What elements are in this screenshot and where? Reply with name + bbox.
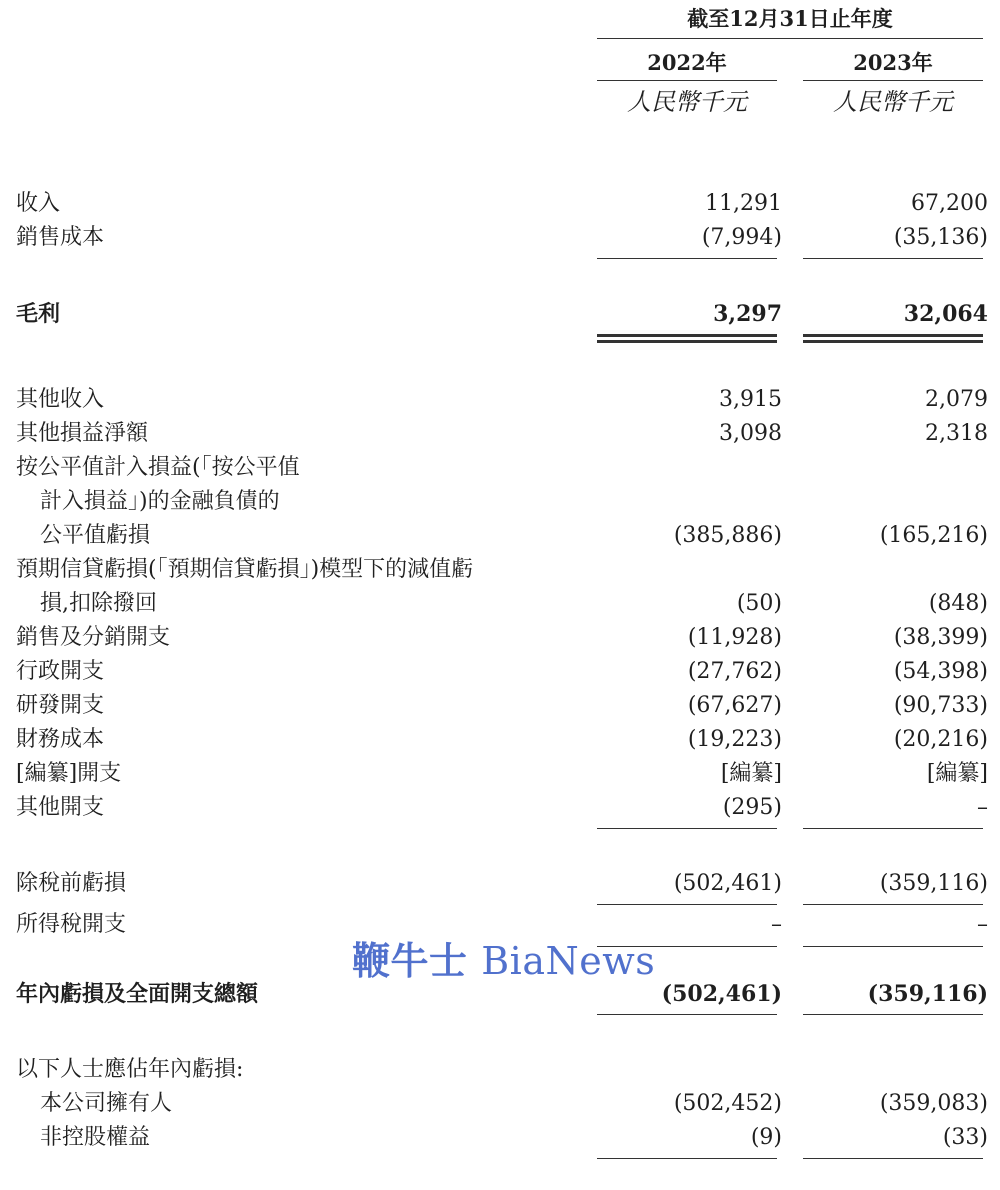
- row-label-cost-of-sales: 銷售成本: [16, 225, 105, 250]
- double-line-2023-bottom: [803, 340, 983, 343]
- row-label-ecl-line1: 預期信貸虧損(「預期信貸虧損」)模型下的減值虧: [16, 557, 474, 582]
- period-underline: [597, 38, 983, 39]
- value-2023-fv-loss: (165,216): [879, 523, 988, 548]
- row-label-fv-loss-line2: 計入損益」)的金融負債的: [40, 489, 280, 514]
- value-2022-selling: (11,928): [687, 625, 782, 650]
- row-label-gross-profit: 毛利: [16, 301, 61, 327]
- subtotal-line-2023: [803, 946, 983, 947]
- value-2022-other-expenses: (295): [722, 795, 782, 820]
- value-2022-cost-of-sales: (7,994): [701, 225, 782, 250]
- row-label-admin: 行政開支: [16, 659, 105, 684]
- row-label-finance: 財務成本: [16, 727, 105, 752]
- row-label-owners: 本公司擁有人: [40, 1091, 173, 1116]
- value-2023-loss-before-tax: (359,116): [879, 871, 988, 896]
- subtotal-line-2023: [803, 828, 983, 829]
- value-2023-admin: (54,398): [893, 659, 988, 684]
- subtotal-line-2022: [597, 828, 777, 829]
- value-2023-owners: (359,083): [879, 1091, 988, 1116]
- value-2023-redacted: [編纂]: [926, 761, 988, 786]
- row-label-redacted: [編纂]開支: [16, 761, 122, 786]
- value-2022-total-loss: (502,461): [661, 981, 782, 1007]
- row-label-revenue: 收入: [16, 191, 61, 216]
- row-label-fv-loss-line1: 按公平值計入損益(「按公平值: [16, 455, 300, 480]
- subtotal-line-2023: [803, 904, 983, 905]
- row-label-rnd: 研發開支: [16, 693, 105, 718]
- final-line-2022: [597, 1158, 777, 1159]
- value-2023-selling: (38,399): [893, 625, 988, 650]
- value-2022-revenue: 11,291: [705, 191, 782, 216]
- value-2023-finance: (20,216): [893, 727, 988, 752]
- subtotal-line-2022: [597, 904, 777, 905]
- col-2023-unit: 人民幣千元: [833, 88, 953, 116]
- col-2022-underline: [597, 80, 777, 81]
- value-2022-finance: (19,223): [687, 727, 782, 752]
- col-2022-unit: 人民幣千元: [627, 88, 747, 116]
- value-2023-cost-of-sales: (35,136): [893, 225, 988, 250]
- value-2023-other-gains: 2,318: [925, 421, 988, 446]
- value-2023-other-expenses: –: [977, 795, 988, 820]
- value-2022-redacted: [編纂]: [720, 761, 782, 786]
- double-line-2023-top: [803, 334, 983, 337]
- period-header: 截至12月31日止年度: [687, 6, 893, 31]
- value-2022-loss-before-tax: (502,461): [673, 871, 782, 896]
- value-2022-other-income: 3,915: [719, 387, 782, 412]
- row-label-other-expenses: 其他開支: [16, 795, 105, 820]
- row-label-other-income: 其他收入: [16, 387, 105, 412]
- value-2022-owners: (502,452): [673, 1091, 782, 1116]
- row-label-ecl-line2: 損,扣除撥回: [40, 591, 157, 616]
- value-2022-rnd: (67,627): [687, 693, 782, 718]
- value-2022-ecl: (50): [736, 591, 782, 616]
- value-2022-nci: (9): [750, 1125, 782, 1150]
- subtotal-line-2023: [803, 258, 983, 259]
- value-2023-nci: (33): [942, 1125, 988, 1150]
- row-label-total-loss: 年內虧損及全面開支總額: [16, 981, 259, 1007]
- row-label-attributable: 以下人士應佔年內虧損:: [16, 1057, 244, 1082]
- value-2023-income-tax: –: [977, 912, 988, 937]
- col-2023-year: 2023年: [853, 50, 933, 75]
- bianews-watermark: 鞭牛士 BiaNews: [352, 938, 656, 983]
- col-2023-underline: [803, 80, 983, 81]
- subtotal-line-2022: [597, 258, 777, 259]
- total-line-2023: [803, 1014, 983, 1015]
- value-2022-income-tax: –: [771, 912, 782, 937]
- row-label-other-gains: 其他損益淨額: [16, 421, 149, 446]
- row-label-income-tax: 所得稅開支: [16, 912, 127, 937]
- row-label-loss-before-tax: 除稅前虧損: [16, 871, 127, 896]
- value-2022-fv-loss: (385,886): [673, 523, 782, 548]
- row-label-fv-loss-line3: 公平值虧損: [40, 523, 151, 548]
- value-2022-gross-profit: 3,297: [713, 301, 782, 327]
- value-2023-ecl: (848): [928, 591, 988, 616]
- value-2023-gross-profit: 32,064: [903, 301, 988, 327]
- value-2022-admin: (27,762): [687, 659, 782, 684]
- final-line-2023: [803, 1158, 983, 1159]
- value-2022-other-gains: 3,098: [719, 421, 782, 446]
- double-line-2022-bottom: [597, 340, 777, 343]
- total-line-2022: [597, 1014, 777, 1015]
- value-2023-rnd: (90,733): [893, 693, 988, 718]
- col-2022-year: 2022年: [647, 50, 727, 75]
- row-label-nci: 非控股權益: [40, 1125, 151, 1150]
- row-label-selling: 銷售及分銷開支: [16, 625, 171, 650]
- value-2023-total-loss: (359,116): [867, 981, 988, 1007]
- value-2023-revenue: 67,200: [911, 191, 988, 216]
- double-line-2022-top: [597, 334, 777, 337]
- value-2023-other-income: 2,079: [925, 387, 988, 412]
